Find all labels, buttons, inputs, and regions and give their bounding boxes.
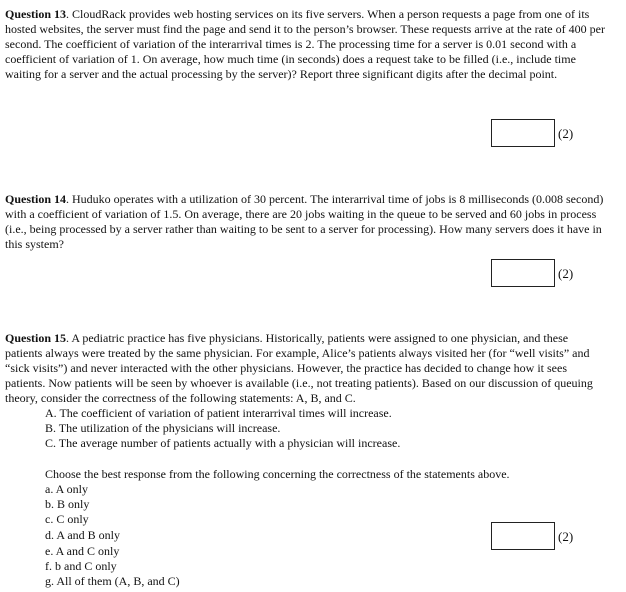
- question-13-text: [5, 7, 605, 82]
- statement-c: C. The average number of patients actually with a physician will increase.: [45, 436, 401, 450]
- option-e: e. A and C only: [45, 544, 120, 558]
- question-15-text: [5, 331, 605, 406]
- question-15-answer-box[interactable]: [491, 522, 555, 550]
- question-15-prompt: Choose the best response from the following concerning the correctness of the statements above.: [45, 467, 510, 481]
- question-13-answer-box[interactable]: [491, 119, 555, 147]
- question-14-body: . Huduko operates with a utilization of 30 percent. The interarrival time of jobs is 8 milliseconds (0.008 second) with a coefficient of variation of 1.5. On average, there are 20 jobs waiting in the queue to be served and 60 jobs in process (i.e., being processed by a server rather than waiting to be sent to a server for processing). How many servers does it have in this system?: [5, 192, 604, 251]
- question-13-body: . CloudRack provides web hosting services on its five servers. When a person requests a page from one of its hosted websites, the server must find the page and send it to the person’s browser. These requests arrive at the rate of 400 per second. The coefficient of variation of the interarrival times is 2. The processing time for a server is 0.01 second with a coefficient of variation of 1. On average, how much time (in seconds) does a request take to be filled (i.e., include time waiting for a server and the actual processing by the server)? Report three significant digits after the decimal point.: [5, 7, 605, 81]
- question-15-points: (2): [558, 528, 574, 544]
- question-15-answer-row: [491, 521, 573, 551]
- option-f: f. b and C only: [45, 559, 117, 573]
- question-14-answer-box[interactable]: [491, 259, 555, 287]
- question-14-points: (2): [558, 265, 574, 281]
- option-g: g. All of them (A, B, and C): [45, 574, 180, 588]
- question-13-points: (2): [558, 125, 574, 141]
- option-a: a. A only: [45, 482, 89, 496]
- question-13-answer-row: [491, 118, 573, 148]
- option-d: d. A and B only: [45, 528, 121, 542]
- question-14-answer-row: [491, 258, 573, 288]
- option-c: c. C only: [45, 512, 89, 526]
- option-b: b. B only: [45, 497, 90, 511]
- question-14-text: [5, 192, 605, 252]
- question-15-label: Question 15: [5, 331, 67, 345]
- question-15-body: . A pediatric practice has five physicians. Historically, patients were assigned to one physician, and these patients always were treated by the same physician. For example, Alice’s patients always visited her (for “well visits” and “sick visits”) and never interacted with the other physicians. However, the practice has decided to change how it sees patients. Now patients will be seen by whoever is available (i.e., not treating patients). Based on our discussion of queuing theory, consider the correctness of the following statements: A, B, and C.: [5, 331, 593, 405]
- statement-b: B. The utilization of the physicians will increase.: [45, 421, 281, 435]
- statement-a: A. The coefficient of variation of patient interarrival times will increase.: [45, 406, 392, 420]
- question-13-label: Question 13: [5, 7, 67, 21]
- question-14-label: Question 14: [5, 192, 67, 206]
